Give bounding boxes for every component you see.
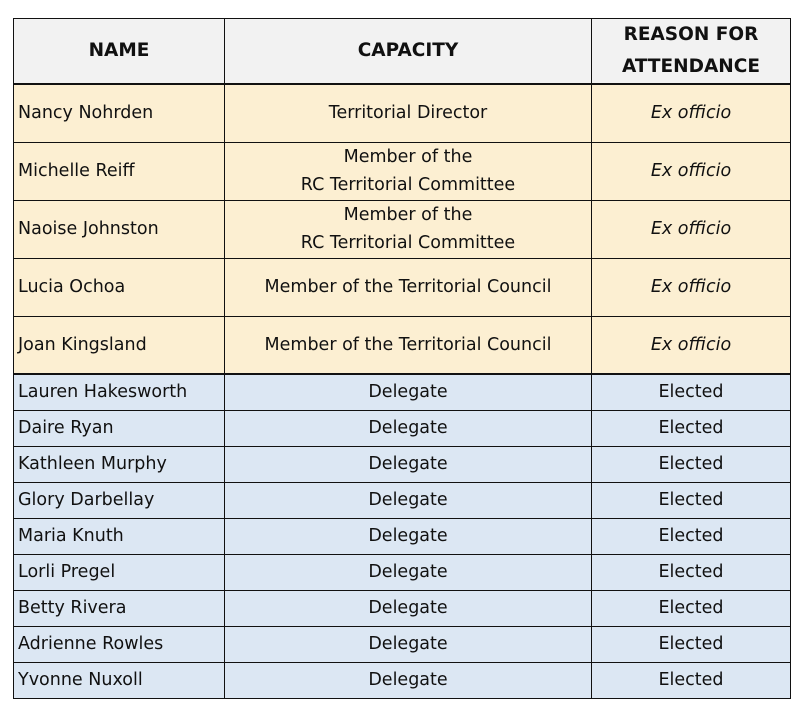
capacity-cell: Delegate: [225, 518, 592, 554]
reason-cell: Elected: [592, 482, 791, 518]
member-name-cell: Maria Knuth: [14, 518, 225, 554]
member-name-cell: Michelle Reiff: [14, 142, 225, 200]
capacity-cell: [225, 258, 592, 316]
member-name-cell: Yvonne Nuxoll: [14, 662, 225, 698]
table-row: [14, 84, 791, 142]
member-name-cell: Betty Rivera: [14, 590, 225, 626]
reason-cell: Ex officio: [592, 200, 791, 258]
member-name-cell: Lauren Hakesworth: [14, 374, 225, 410]
member-name-cell: Daire Ryan: [14, 410, 225, 446]
table-row: [14, 626, 791, 662]
capacity-line: RC Territorial Committee: [300, 233, 516, 253]
capacity-cell: Delegate: [225, 482, 592, 518]
capacity-cell: Delegate: [225, 554, 592, 590]
member-name-cell: Joan Kingsland: [14, 316, 225, 374]
table-row: [14, 200, 791, 258]
member-name-cell: Nancy Nohrden: [14, 84, 225, 142]
table-row: [14, 258, 791, 316]
capacity-cell: [225, 316, 592, 374]
capacity-line: Member of the Territorial Council: [264, 334, 552, 355]
capacity-cell: Delegate: [225, 446, 592, 482]
table-body: [14, 84, 791, 698]
reason-cell: Ex officio: [592, 258, 791, 316]
header-reason-line2: ATTENDANCE: [621, 56, 761, 77]
table-row: [14, 590, 791, 626]
capacity-cell: Delegate: [225, 374, 592, 410]
member-name-cell: Lucia Ochoa: [14, 258, 225, 316]
table-row: [14, 142, 791, 200]
reason-cell: Elected: [592, 554, 791, 590]
reason-cell: Ex officio: [592, 142, 791, 200]
table-row: [14, 518, 791, 554]
member-name-cell: Lorli Pregel: [14, 554, 225, 590]
table-row: [14, 662, 791, 698]
reason-cell: Elected: [592, 446, 791, 482]
capacity-cell: [225, 84, 592, 142]
reason-cell: Elected: [592, 662, 791, 698]
capacity-cell: Delegate: [225, 410, 592, 446]
table-row: [14, 410, 791, 446]
capacity-cell: Delegate: [225, 590, 592, 626]
reason-cell: Elected: [592, 374, 791, 410]
reason-cell: Elected: [592, 626, 791, 662]
capacity-cell: Delegate: [225, 626, 592, 662]
capacity-cell: [225, 200, 592, 258]
reason-cell: Ex officio: [592, 84, 791, 142]
capacity-line: Member of the: [343, 147, 473, 167]
capacity-line: Member of the Territorial Council: [264, 277, 552, 297]
capacity-cell: Delegate: [225, 662, 592, 698]
reason-cell: Elected: [592, 590, 791, 626]
member-name-cell: Naoise Johnston: [14, 200, 225, 258]
capacity-line: Member of the: [343, 205, 473, 225]
table-row: [14, 316, 791, 374]
attendance-table: [13, 18, 791, 699]
table-row: [14, 446, 791, 482]
member-name-cell: Kathleen Murphy: [14, 446, 225, 482]
header-reason: [592, 19, 791, 85]
header-reason-line1: REASON FOR: [623, 24, 759, 45]
reason-cell: Elected: [592, 410, 791, 446]
capacity-line: Territorial Director: [328, 103, 488, 124]
table-row: [14, 482, 791, 518]
reason-cell: Ex officio: [592, 316, 791, 374]
capacity-cell: [225, 142, 592, 200]
table-row: [14, 374, 791, 410]
table-row: [14, 554, 791, 590]
member-name-cell: Glory Darbellay: [14, 482, 225, 518]
header-capacity: CAPACITY: [225, 19, 592, 85]
table-header: [14, 19, 791, 85]
header-name: NAME: [14, 19, 225, 85]
capacity-line: RC Territorial Committee: [300, 175, 516, 195]
reason-cell: Elected: [592, 518, 791, 554]
member-name-cell: Adrienne Rowles: [14, 626, 225, 662]
